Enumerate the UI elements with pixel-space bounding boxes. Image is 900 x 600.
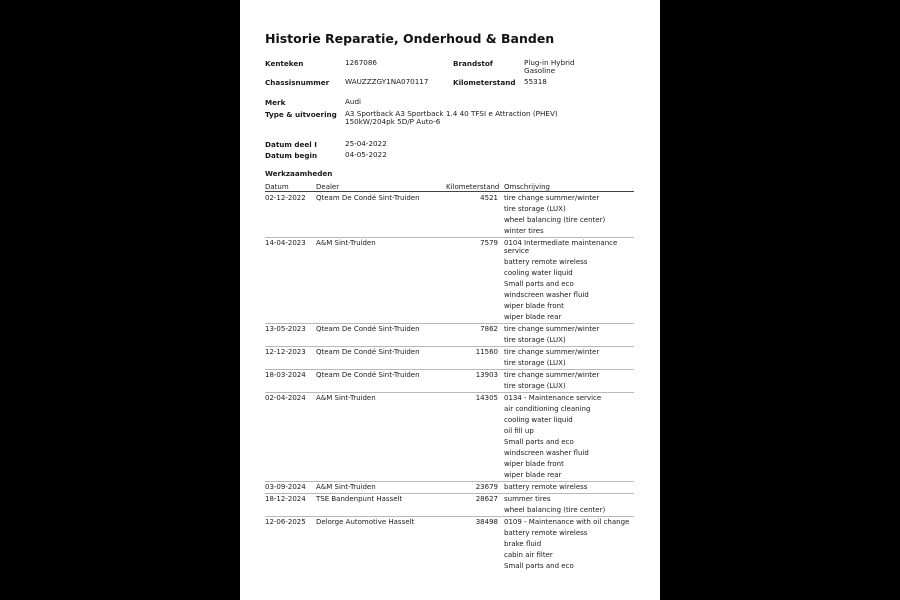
row-dealer: A&M Sint-Truiden bbox=[316, 239, 376, 247]
description-item: Small parts and eco bbox=[504, 438, 574, 446]
description-item: windscreen washer fluid bbox=[504, 291, 589, 299]
werkzaamheden-heading: Werkzaamheden bbox=[265, 169, 333, 178]
chassis-value: WAUZZZGY1NA070117 bbox=[345, 77, 429, 86]
description-item: wiper blade rear bbox=[504, 313, 562, 321]
row-divider bbox=[265, 346, 634, 347]
description-item: winter tires bbox=[504, 227, 544, 235]
description-item: tire storage (LUX) bbox=[504, 205, 566, 213]
description-item: battery remote wireless bbox=[504, 483, 588, 491]
description-item: 0109 - Maintenance with oil change bbox=[504, 518, 630, 526]
row-divider bbox=[265, 392, 634, 393]
description-item: tire storage (LUX) bbox=[504, 336, 566, 344]
row-description bbox=[504, 495, 639, 517]
kilometerstand-label: Kilometerstand bbox=[453, 78, 516, 87]
row-dealer: Qteam De Condé Sint-Truiden bbox=[316, 371, 420, 379]
row-divider bbox=[265, 323, 634, 324]
row-divider bbox=[265, 493, 634, 494]
row-divider bbox=[265, 369, 634, 370]
brandstof-value-1: Plug-in Hybrid bbox=[524, 58, 575, 67]
row-date: 18-03-2024 bbox=[265, 371, 306, 379]
brandstof-label: Brandstof bbox=[453, 59, 493, 68]
merk-value: Audi bbox=[345, 97, 362, 106]
row-date: 02-04-2024 bbox=[265, 394, 306, 402]
description-item: tire change summer/winter bbox=[504, 194, 600, 202]
description-item: wheel balancing (tire center) bbox=[504, 216, 606, 224]
description-item: 0104 Intermediate maintenance bbox=[504, 239, 618, 247]
description-item: windscreen washer fluid bbox=[504, 449, 589, 457]
description-item: battery remote wireless bbox=[504, 258, 588, 266]
description-item: cabin air filter bbox=[504, 551, 553, 559]
row-description bbox=[504, 348, 639, 370]
row-date: 18-12-2024 bbox=[265, 495, 306, 503]
row-dealer: Delorge Automotive Hasselt bbox=[316, 518, 415, 526]
row-date: 12-12-2023 bbox=[265, 348, 306, 356]
row-date: 13-05-2023 bbox=[265, 325, 306, 333]
description-item: Small parts and eco bbox=[504, 280, 574, 288]
merk-label: Merk bbox=[265, 98, 286, 107]
row-divider bbox=[265, 237, 634, 238]
description-item: summer tires bbox=[504, 495, 551, 503]
row-dealer: A&M Sint-Truiden bbox=[316, 483, 376, 491]
description-item: wheel balancing (tire center) bbox=[504, 506, 606, 514]
description-item: tire storage (LUX) bbox=[504, 382, 566, 390]
description-item: tire change summer/winter bbox=[504, 325, 600, 333]
row-description bbox=[504, 371, 639, 393]
description-item: cooling water liquid bbox=[504, 269, 573, 277]
row-kilometerstand: 13903 bbox=[475, 371, 498, 379]
row-date: 14-04-2023 bbox=[265, 239, 306, 247]
kenteken-value: 1267086 bbox=[345, 58, 378, 67]
description-item: 0134 - Maintenance service bbox=[504, 394, 602, 402]
brandstof-value-2: Gasoline bbox=[524, 66, 556, 75]
row-dealer: A&M Sint-Truiden bbox=[316, 394, 376, 402]
column-header-kilometerstand: Kilometerstand bbox=[446, 183, 500, 191]
column-header-omschrijving: Omschrijving bbox=[504, 183, 550, 191]
row-dealer: Qteam De Condé Sint-Truiden bbox=[316, 194, 420, 202]
description-item-continuation: service bbox=[504, 247, 530, 255]
description-item: oil fill up bbox=[504, 427, 534, 435]
row-kilometerstand: 38498 bbox=[475, 518, 498, 526]
description-item: battery remote wireless bbox=[504, 529, 588, 537]
description-item: brake fluid bbox=[504, 540, 542, 548]
row-kilometerstand: 4521 bbox=[480, 194, 498, 202]
type-value-2: 150kW/204pk 5D/P Auto-6 bbox=[345, 117, 441, 126]
type-label: Type & uitvoering bbox=[265, 110, 337, 119]
row-description bbox=[504, 194, 639, 238]
description-item: Small parts and eco bbox=[504, 562, 574, 570]
row-description bbox=[504, 325, 639, 347]
column-header-datum: Datum bbox=[265, 183, 289, 191]
row-date: 12-06-2025 bbox=[265, 518, 306, 526]
description-item: tire storage (LUX) bbox=[504, 359, 566, 367]
description-item: cooling water liquid bbox=[504, 416, 573, 424]
description-item: wiper blade front bbox=[504, 302, 564, 310]
datum-begin-value: 04-05-2022 bbox=[345, 150, 387, 159]
type-value-1: A3 Sportback A3 Sportback 1.4 40 TFSI e Attraction (PHEV) bbox=[345, 109, 558, 118]
row-kilometerstand: 23679 bbox=[475, 483, 498, 491]
description-item: tire change summer/winter bbox=[504, 371, 600, 379]
row-date: 02-12-2022 bbox=[265, 194, 306, 202]
description-item: tire change summer/winter bbox=[504, 348, 600, 356]
description-item: wiper blade rear bbox=[504, 471, 562, 479]
row-description bbox=[504, 239, 639, 324]
row-description bbox=[504, 518, 639, 573]
work-table bbox=[240, 0, 660, 600]
row-date: 03-09-2024 bbox=[265, 483, 306, 491]
row-kilometerstand: 7862 bbox=[480, 325, 498, 333]
row-kilometerstand: 14305 bbox=[475, 394, 498, 402]
document-title: Historie Reparatie, Onderhoud & Banden bbox=[265, 31, 555, 46]
row-kilometerstand: 11560 bbox=[475, 348, 498, 356]
chassis-label: Chassisnummer bbox=[265, 78, 330, 87]
description-item: wiper blade front bbox=[504, 460, 564, 468]
datum-deel-value: 25-04-2022 bbox=[345, 139, 387, 148]
description-item: air conditioning cleaning bbox=[504, 405, 591, 413]
row-divider bbox=[265, 516, 634, 517]
row-dealer: Qteam De Condé Sint-Truiden bbox=[316, 325, 420, 333]
datum-begin-label: Datum begin bbox=[265, 151, 318, 160]
row-dealer: TSE Bandenpunt Hasselt bbox=[316, 495, 403, 503]
document-page bbox=[240, 0, 660, 600]
kenteken-label: Kenteken bbox=[265, 59, 304, 68]
row-kilometerstand: 7579 bbox=[480, 239, 498, 247]
row-dealer: Qteam De Condé Sint-Truiden bbox=[316, 348, 420, 356]
kilometerstand-value: 55318 bbox=[524, 77, 547, 86]
datum-deel-label: Datum deel I bbox=[265, 140, 317, 149]
row-divider bbox=[265, 481, 634, 482]
column-header-dealer: Dealer bbox=[316, 183, 340, 191]
row-description bbox=[504, 394, 639, 482]
row-kilometerstand: 28627 bbox=[475, 495, 498, 503]
